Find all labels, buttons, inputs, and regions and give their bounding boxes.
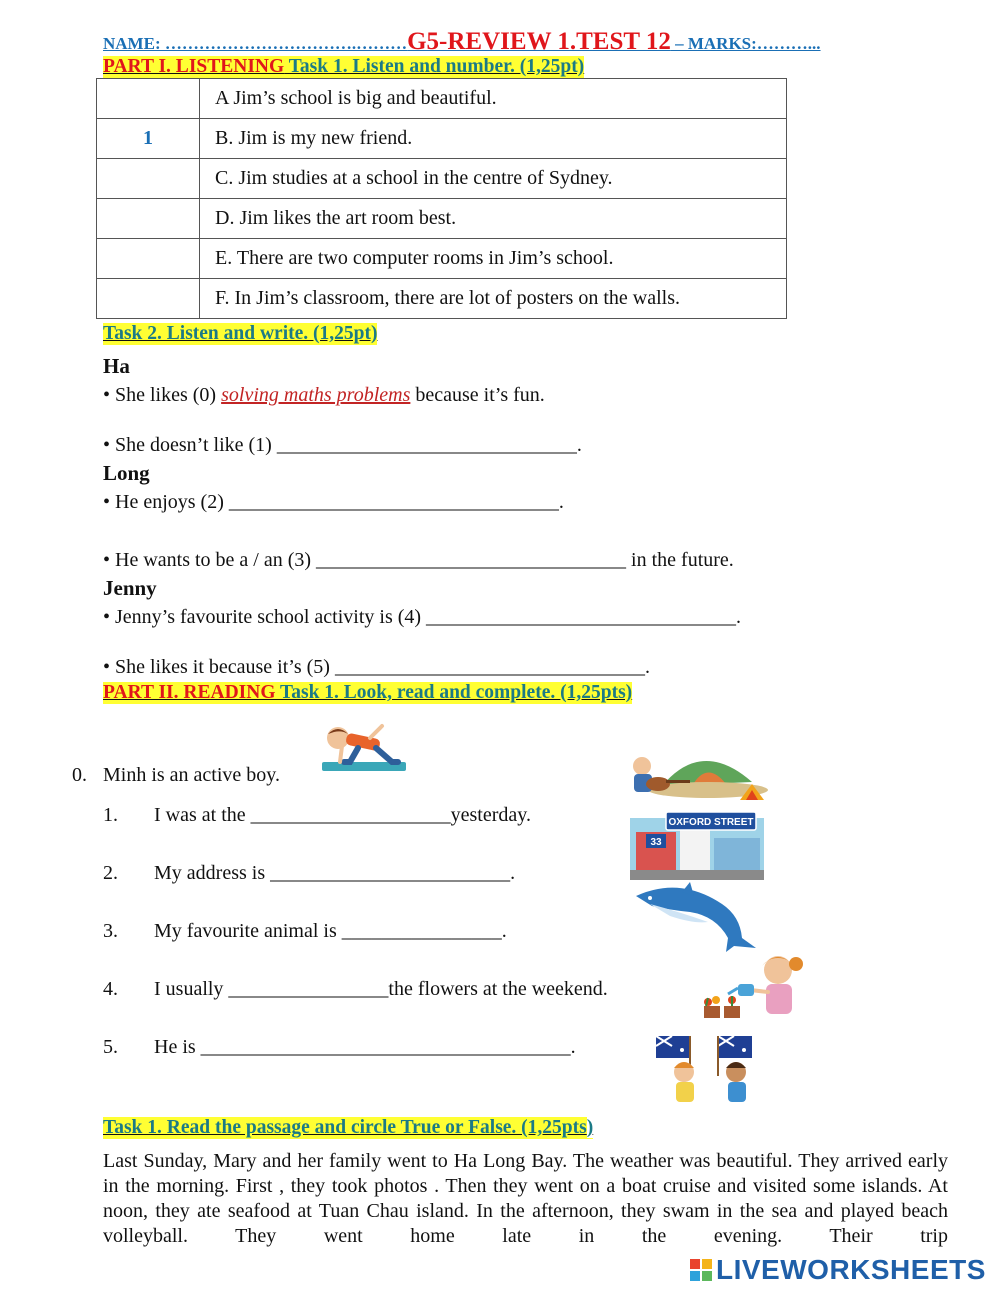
- sentence-cell: F. In Jim’s classroom, there are lot of posters on the walls.: [200, 279, 787, 319]
- speaker-long: Long: [103, 461, 150, 485]
- sentence-cell: D. Jim likes the art room best.: [200, 199, 787, 239]
- number-cell[interactable]: 1: [97, 119, 200, 159]
- reading-item-5[interactable]: 5. He is _____________________________________.: [103, 1036, 576, 1058]
- sentence-cell: E. There are two computer rooms in Jim’s school.: [200, 239, 787, 279]
- part1-heading: PART I. LISTENING Task 1. Listen and number. (1,25pt): [103, 56, 585, 77]
- part2-heading: PART II. READING Task 1. Look, read and complete. (1,25pts): [103, 682, 633, 703]
- reading-item-1[interactable]: 1. I was at the ____________________yesterday.: [103, 804, 531, 826]
- yoga-boy-image: [318, 722, 410, 774]
- reading-item-3[interactable]: 3. My favourite animal is ________________.: [103, 920, 507, 942]
- example-item: 0. Minh is an active boy.: [72, 764, 281, 786]
- sentence-cell: C. Jim studies at a school in the centre of Sydney.: [200, 159, 787, 199]
- sentence-cell: A Jim’s school is big and beautiful.: [200, 79, 787, 119]
- number-cell[interactable]: [97, 159, 200, 199]
- number-cell[interactable]: [97, 79, 200, 119]
- listen-number-table: [96, 78, 787, 319]
- table-row: [97, 119, 787, 159]
- number-cell[interactable]: [97, 279, 200, 319]
- svg-text:OXFORD STREET: OXFORD STREET: [668, 817, 754, 828]
- street-sign-image: [630, 808, 764, 880]
- reading-passage: Last Sunday, Mary and her family went to Ha Long Bay. The weather was beautiful. They arrived early in the morning. First , they took photos . Then they went on a boat cruise and visited some islands. At noon, they ate seafood at Tuan Chau island. In the afternoon, they swam in the sea and played beach volleyball. They went home late in the evening. Their trip: [103, 1150, 948, 1247]
- worksheet-header: [103, 28, 821, 56]
- table-row: [97, 199, 787, 239]
- street-sign: [666, 812, 756, 830]
- long-question-3[interactable]: • He wants to be a / an (3) _______________________________ in the future.: [103, 549, 734, 571]
- name-label: NAME: …………………………….………: [103, 34, 408, 53]
- jenny-question-4[interactable]: • Jenny’s favourite school activity is (4) _______________________________.: [103, 606, 742, 628]
- sentence-cell: B. Jim is my new friend.: [200, 119, 787, 159]
- speaker-jenny: Jenny: [103, 576, 157, 600]
- worksheet-title: G5-REVIEW 1.TEST 12: [407, 28, 671, 55]
- table-row: [97, 279, 787, 319]
- girl-watering-flowers-image: [698, 952, 824, 1024]
- australian-flag-kids-image: [652, 1032, 774, 1104]
- truefalse-heading: Task 1. Read the passage and circle True or False. (1,25pts): [103, 1117, 594, 1138]
- reading-item-2[interactable]: 2. My address is ________________________.: [103, 862, 516, 884]
- liveworksheets-logo: LIVEWORKSHEETS: [690, 1254, 986, 1286]
- table-row: [97, 159, 787, 199]
- speaker-ha: Ha: [103, 354, 130, 378]
- table-row: [97, 239, 787, 279]
- ha-question-1[interactable]: • She doesn’t like (1) ______________________________.: [103, 434, 582, 456]
- long-question-2[interactable]: • He enjoys (2) _________________________________.: [103, 491, 564, 513]
- house-number: [646, 834, 666, 848]
- campsite-image: [622, 738, 774, 808]
- table-row: [97, 79, 787, 119]
- liveworksheets-logo-icon: [690, 1259, 712, 1281]
- ha-example-line: • She likes (0) solving maths problems because it’s fun.: [103, 384, 545, 406]
- task2-heading: Task 2. Listen and write. (1,25pt): [103, 323, 378, 344]
- reading-item-4[interactable]: 4. I usually ________________the flowers at the weekend.: [103, 978, 608, 1000]
- number-cell[interactable]: [97, 199, 200, 239]
- example-answer: solving maths problems: [221, 384, 411, 406]
- dolphin-image: [630, 882, 760, 954]
- jenny-question-5[interactable]: • She likes it because it’s (5) _______________________________.: [103, 656, 650, 678]
- svg-text:33: 33: [650, 837, 662, 848]
- number-cell[interactable]: [97, 239, 200, 279]
- marks-label: – MARKS:………...: [670, 34, 821, 53]
